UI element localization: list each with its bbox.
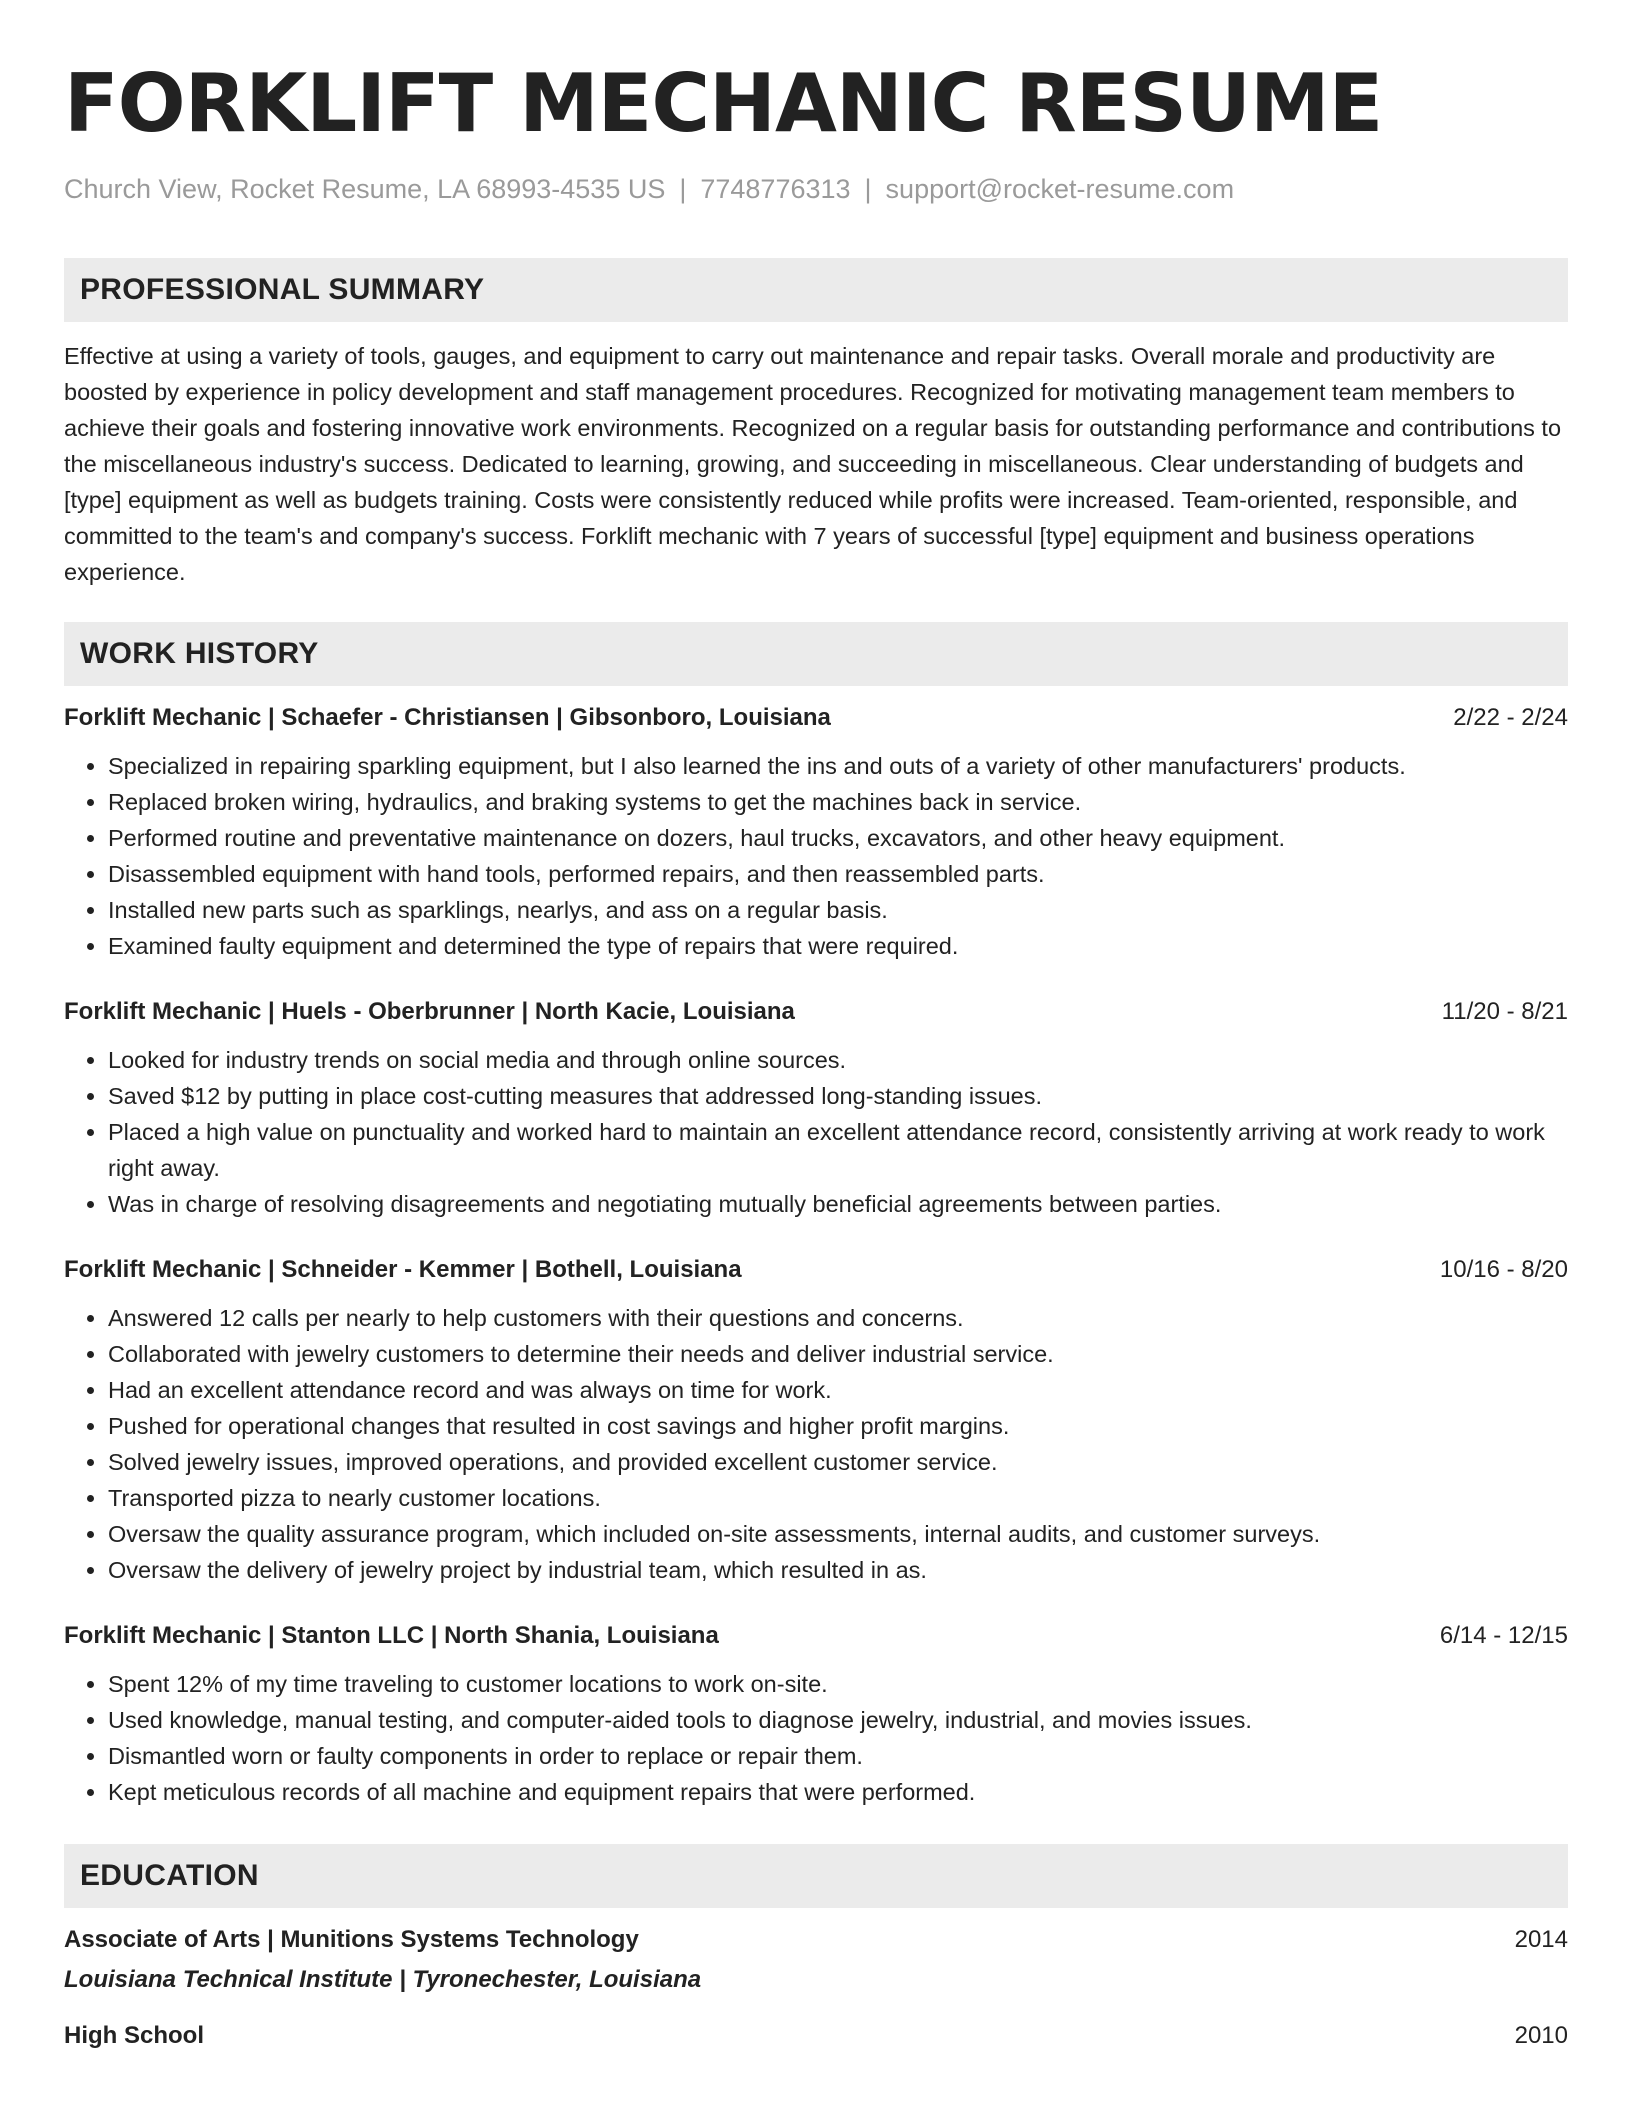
job-entry — [64, 996, 1568, 1222]
job-bullet: • Had an excellent attendance record and was always on time for work. — [108, 1372, 1568, 1408]
job-bullet: • Examined faulty equipment and determined the type of repairs that were required. — [108, 928, 1568, 964]
summary-paragraph: Effective at using a variety of tools, gauges, and equipment to carry out maintenance and repair tasks. Overall morale and productivity are boosted by experience in policy development and staff management procedures. Recognized for motivating management team members to achieve their goals and fostering innovative work environments. Recognized on a regular basis for outstanding performance and contributions to the miscellaneous industry's success. Dedicated to learning, growing, and succeeding in miscellaneous. Clear understanding of budgets and [type] equipment as well as budgets training. Costs were consistently reduced while profits were increased. Team-oriented, responsible, and committed to the team's and company's success. Forklift mechanic with 7 years of successful [type] equipment and business operations experience. — [64, 343, 1562, 585]
job-bullet: • Installed new parts such as sparklings, nearlys, and ass on a regular basis. — [108, 892, 1568, 928]
section-heading-summary: PROFESSIONAL SUMMARY — [64, 258, 1568, 322]
job-dates: 6/14 - 12/15 — [1439, 1622, 1568, 1649]
job-entry — [64, 1620, 1568, 1810]
job-bullet: • Oversaw the delivery of jewelry project by industrial team, which resulted in as. — [108, 1552, 1568, 1588]
job-bullet: • Solved jewelry issues, improved operations, and provided excellent customer service. — [108, 1444, 1568, 1480]
job-title: Forklift Mechanic | Schneider - Kemmer | Bothell, Louisiana — [64, 1256, 742, 1283]
contact-separator: | — [679, 174, 687, 204]
job-dates: 2/22 - 2/24 — [1453, 704, 1568, 731]
job-dates: 10/16 - 8/20 — [1439, 1256, 1568, 1283]
job-header — [64, 1254, 1568, 1286]
education-entry — [64, 1924, 1568, 1996]
section-heading-education: EDUCATION — [64, 1844, 1568, 1908]
education-degree: Associate of Arts | Munitions Systems Technology — [64, 1926, 639, 1953]
education-degree: High School — [64, 2022, 204, 2049]
education-header — [64, 2020, 1568, 2052]
job-bullets — [64, 1300, 1568, 1588]
job-bullet: • Saved $12 by putting in place cost-cutting measures that addressed long-standing issues. — [108, 1078, 1568, 1114]
contact-phone: 7748776313 — [700, 174, 851, 204]
job-bullet: • Performed routine and preventative maintenance on dozers, haul trucks, excavators, and other heavy equipment. — [108, 820, 1568, 856]
job-bullet: • Was in charge of resolving disagreements and negotiating mutually beneficial agreements between parties. — [108, 1186, 1568, 1222]
resume-title: FORKLIFT MECHANIC RESUME — [64, 57, 1383, 150]
job-bullets — [64, 1042, 1568, 1222]
job-title: Forklift Mechanic | Stanton LLC | North Shania, Louisiana — [64, 1622, 719, 1649]
job-bullet: • Transported pizza to nearly customer locations. — [108, 1480, 1568, 1516]
job-dates: 11/20 - 8/21 — [1441, 998, 1568, 1025]
job-header — [64, 1620, 1568, 1652]
job-bullet: • Replaced broken wiring, hydraulics, and braking systems to get the machines back in service. — [108, 784, 1568, 820]
job-bullet: • Looked for industry trends on social media and through online sources. — [108, 1042, 1568, 1078]
job-bullet: • Specialized in repairing sparkling equipment, but I also learned the ins and outs of a variety of other manufacturers' products. — [108, 748, 1568, 784]
job-bullets — [64, 1666, 1568, 1810]
job-bullet: • Spent 12% of my time traveling to customer locations to work on-site. — [108, 1666, 1568, 1702]
education-entry — [64, 2020, 1568, 2052]
job-entry — [64, 702, 1568, 964]
job-bullet: • Collaborated with jewelry customers to determine their needs and deliver industrial service. — [108, 1336, 1568, 1372]
education-year: 2010 — [1514, 2022, 1568, 2049]
job-header — [64, 702, 1568, 734]
job-bullet: • Kept meticulous records of all machine and equipment repairs that were performed. — [108, 1774, 1568, 1810]
contact-line — [64, 172, 1568, 206]
job-entry — [64, 1254, 1568, 1588]
job-bullet: • Pushed for operational changes that resulted in cost savings and higher profit margins. — [108, 1408, 1568, 1444]
contact-separator: | — [864, 174, 872, 204]
job-bullet: • Used knowledge, manual testing, and computer-aided tools to diagnose jewelry, industrial, and movies issues. — [108, 1702, 1568, 1738]
job-bullet: • Disassembled equipment with hand tools, performed repairs, and then reassembled parts. — [108, 856, 1568, 892]
job-bullet: • Dismantled worn or faulty components in order to replace or repair them. — [108, 1738, 1568, 1774]
education-school: Louisiana Technical Institute | Tyronechester, Louisiana — [64, 1966, 702, 1993]
contact-email[interactable]: support@rocket-resume.com — [885, 174, 1235, 204]
job-title: Forklift Mechanic | Schaefer - Christiansen | Gibsonboro, Louisiana — [64, 704, 831, 731]
education-header — [64, 1924, 1568, 1956]
job-title: Forklift Mechanic | Huels - Oberbrunner | North Kacie, Louisiana — [64, 998, 795, 1025]
education-year: 2014 — [1514, 1926, 1568, 1953]
section-heading-work-history: WORK HISTORY — [64, 622, 1568, 686]
job-bullet: • Oversaw the quality assurance program, which included on-site assessments, internal audits, and customer surveys. — [108, 1516, 1568, 1552]
job-bullets — [64, 748, 1568, 964]
job-bullet: • Placed a high value on punctuality and worked hard to maintain an excellent attendance record, consistently arriving at work ready to work right away. — [108, 1114, 1568, 1186]
job-header — [64, 996, 1568, 1028]
contact-address: Church View, Rocket Resume, LA 68993-4535 US — [64, 174, 666, 204]
job-bullet: • Answered 12 calls per nearly to help customers with their questions and concerns. — [108, 1300, 1568, 1336]
